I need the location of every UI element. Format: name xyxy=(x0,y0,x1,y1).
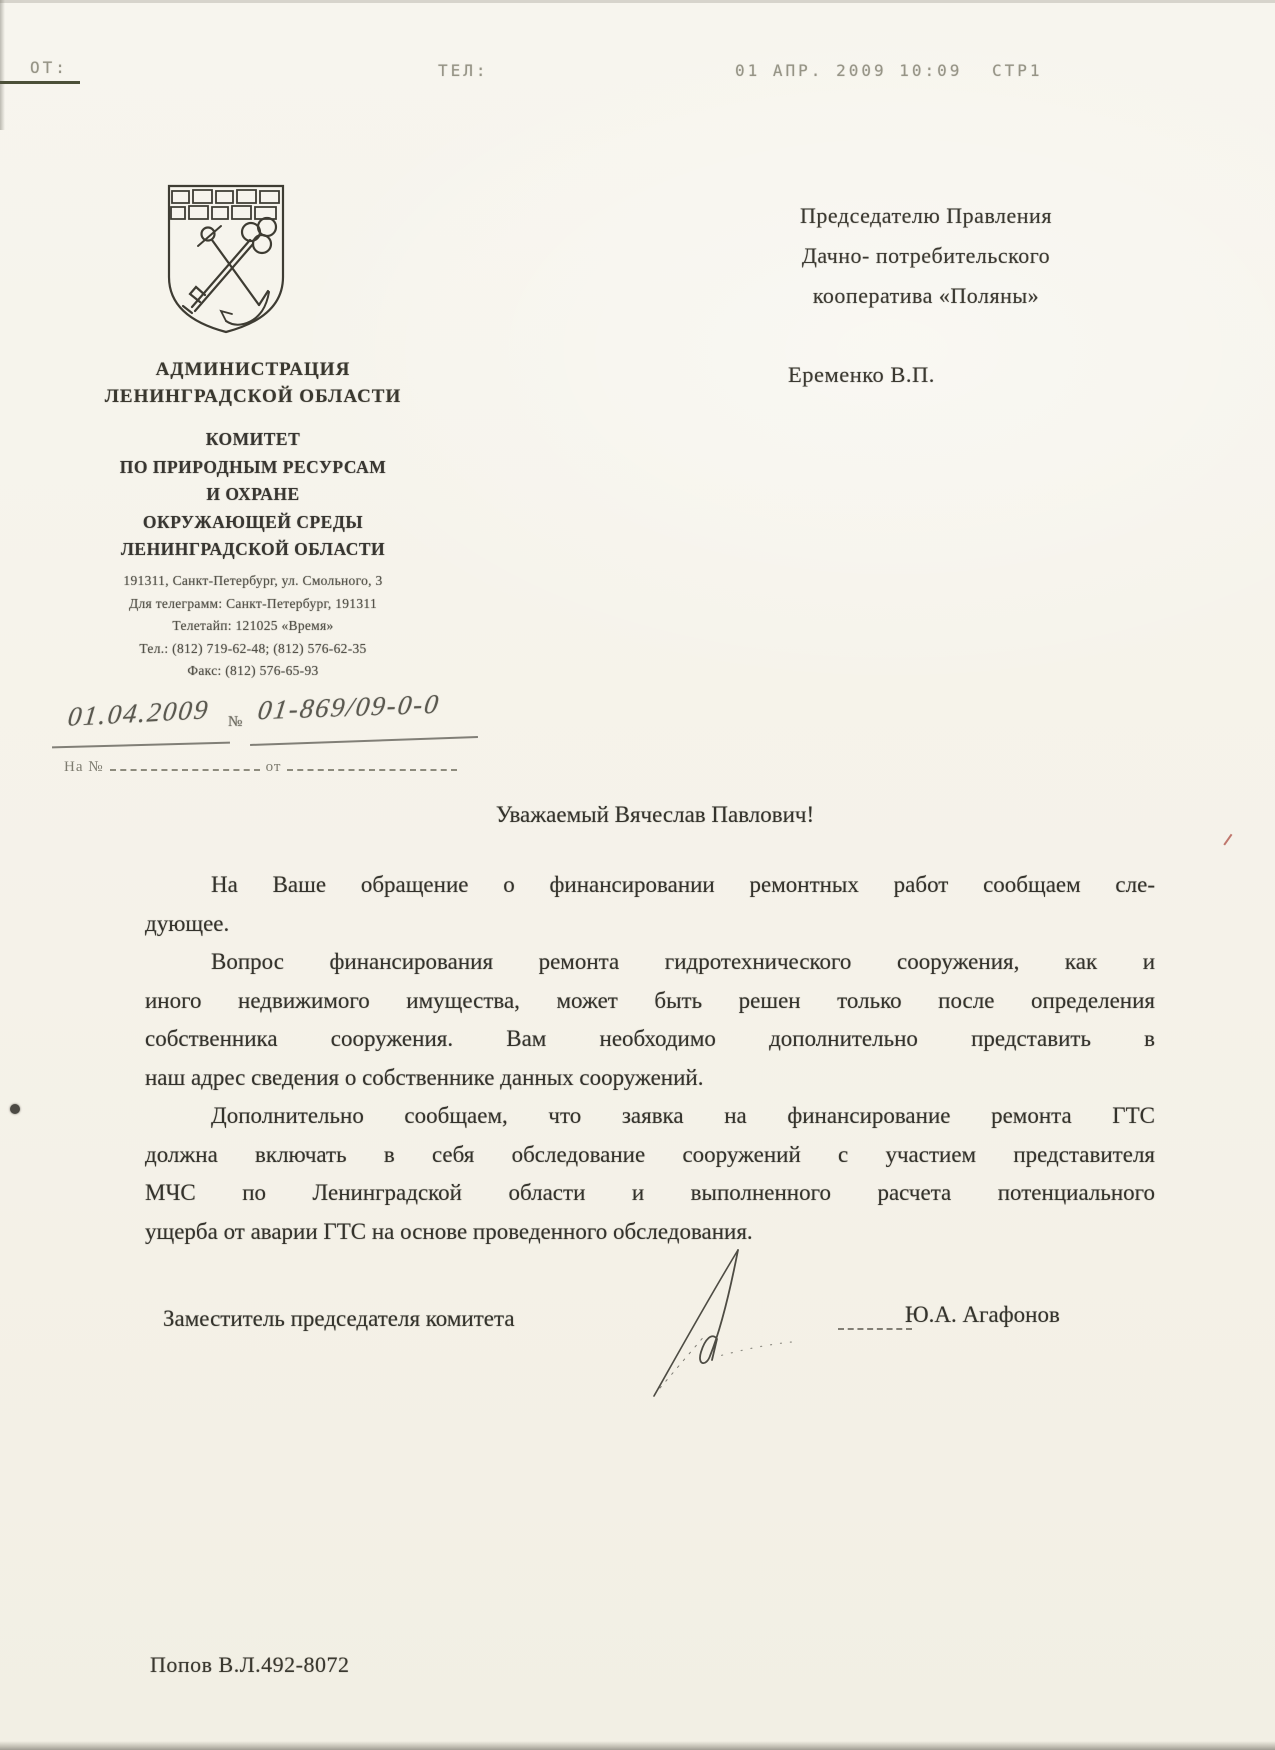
fax-datetime: 01 АПР. 2009 10:09 xyxy=(735,61,963,80)
handwritten-outgoing-number: 01-869/09-0-0 xyxy=(256,688,443,726)
fax-from-underline xyxy=(0,81,80,84)
body-line: наш адрес сведения о собственнике данных сооружений. xyxy=(145,1064,704,1090)
fax-from-label: ОТ: xyxy=(30,58,68,77)
number-sign-label: № xyxy=(228,714,243,730)
signatory-position: Заместитель председателя комитета xyxy=(163,1306,515,1331)
body-line: собственника сооружения. Вам необходимо дополнительно представить в xyxy=(145,1026,1155,1051)
fax-tel-label: ТЕЛ: xyxy=(438,61,489,80)
committee-line: И ОХРАНЕ xyxy=(206,484,300,504)
signature-dashes xyxy=(838,1328,912,1330)
address-line: 191311, Санкт-Петербург, ул. Смольного, 3 xyxy=(123,573,383,588)
body-line: На Ваше обращение о финансировании ремонтных работ сообщаем сле- xyxy=(211,872,1155,897)
body-line: МЧС по Ленинградской области и выполненного расчета потенциального xyxy=(145,1180,1155,1205)
scan-edge-top xyxy=(0,0,1275,3)
body-line: Дополнительно сообщаем, что заявка на финансирование ремонта ГТС xyxy=(211,1103,1155,1128)
org-line: АДМИНИСТРАЦИЯ xyxy=(155,359,351,380)
committee-line: ЛЕНИНГРАДСКОЙ ОБЛАСТИ xyxy=(120,539,386,559)
address-line: Тел.: (812) 719-62-48; (812) 576-62-35 xyxy=(139,640,367,656)
reply-reference-line xyxy=(64,758,463,776)
scan-edge-left xyxy=(0,0,5,130)
body-line: должна включать в себя обследование сооружений с участием представителя xyxy=(145,1141,1155,1167)
reply-from-label: от xyxy=(265,759,282,775)
fax-page-number: СТР1 xyxy=(992,61,1043,80)
signature-stroke-icon xyxy=(640,1238,830,1408)
signatory-name: Ю.А. Агафонов xyxy=(905,1302,1060,1327)
recipient-block xyxy=(758,196,1094,316)
ink-dot-artifact xyxy=(10,1104,20,1114)
pen-mark-artifact xyxy=(1223,834,1240,852)
reply-label: На № xyxy=(64,759,104,775)
recipient-name: Еременко В.П. xyxy=(788,362,935,387)
salutation: Уважаемый Вячеслав Павлович! xyxy=(495,802,815,827)
executor-contact: Попов В.Л.492-8072 xyxy=(150,1652,350,1677)
address-line: Факс: (812) 576-65-93 xyxy=(187,663,319,678)
address-line: Телетайп: 121025 «Время» xyxy=(172,618,334,633)
body-line: дующее. xyxy=(145,910,230,936)
letterhead-committee xyxy=(38,426,468,564)
body-line: иного недвижимого имущества, может быть решен только после определения xyxy=(145,987,1155,1013)
body-line: ущерба от аварии ГТС на основе проведенного обследования. xyxy=(145,1218,753,1244)
coat-of-arms-icon xyxy=(162,180,290,338)
letter-body xyxy=(145,866,1155,1251)
recipient-line: Дачно- потребительского xyxy=(801,243,1051,268)
reply-number-blank xyxy=(110,758,260,771)
letterhead-organization xyxy=(38,356,468,410)
handwritten-date: 01.04.2009 xyxy=(66,694,212,732)
number-underline xyxy=(250,736,478,746)
date-underline xyxy=(52,742,230,749)
org-line: ЛЕНИНГРАДСКОЙ ОБЛАСТИ xyxy=(104,386,402,407)
scan-edge-bottom xyxy=(0,1741,1275,1750)
committee-line: КОМИТЕТ xyxy=(205,429,301,449)
committee-line: ОКРУЖАЮЩЕЙ СРЕДЫ xyxy=(142,511,364,532)
reply-date-blank xyxy=(287,758,457,771)
body-line: Вопрос финансирования ремонта гидротехнического сооружения, как и xyxy=(211,949,1155,974)
recipient-line: кооператива «Поляны» xyxy=(812,283,1040,308)
committee-line: ПО ПРИРОДНЫМ РЕСУРСАМ xyxy=(119,456,387,477)
letterhead-address xyxy=(38,570,468,683)
recipient-line: Председателю Правления xyxy=(800,203,1052,228)
address-line: Для телеграмм: Санкт-Петербург, 191311 xyxy=(128,595,378,611)
